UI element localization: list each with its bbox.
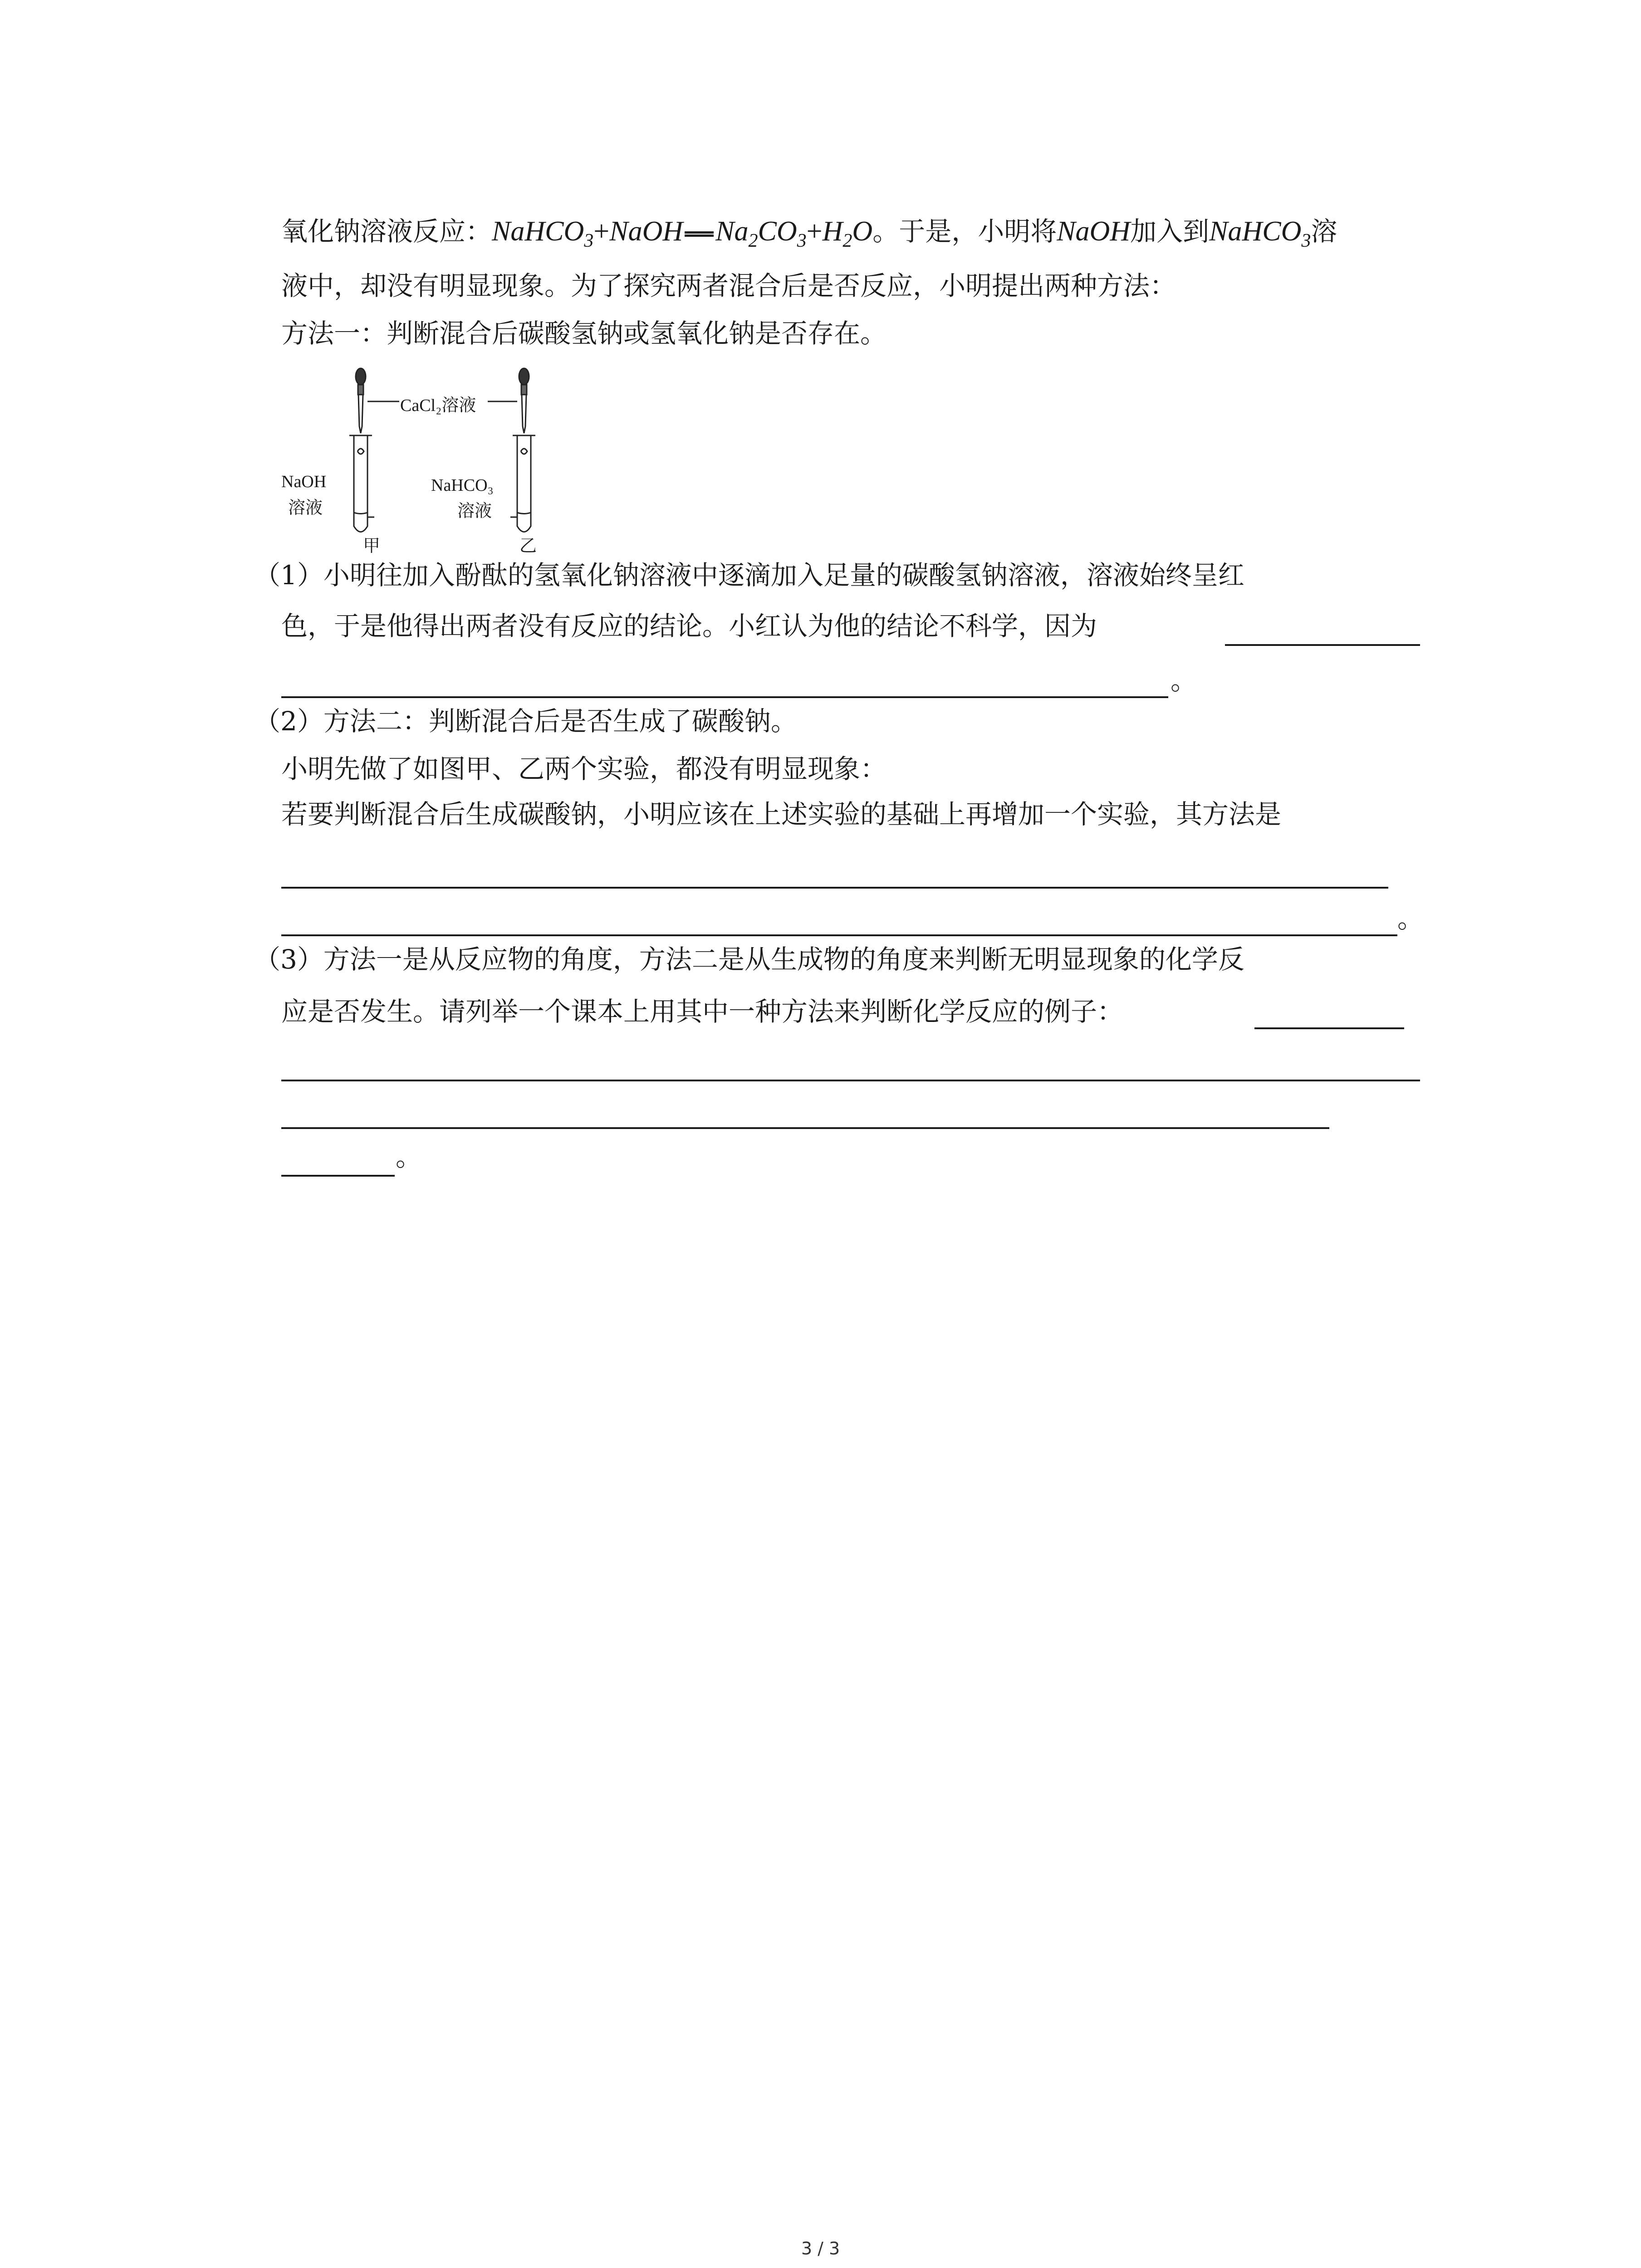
line1-prefix: 氧化钠溶液反应： [281, 216, 492, 247]
q3-line-1: （3）方法一是从反应物的角度，方法二是从生成物的角度来判断无明显现象的化学反 [254, 944, 1244, 975]
text-line-3: 方法一：判断混合后碳酸氢钠或氢氧化钠是否存在。 [281, 318, 887, 349]
left-dropper-icon [356, 368, 366, 433]
q3-answer-blank-4[interactable] [281, 1175, 395, 1177]
q2-answer-blank-2[interactable] [281, 934, 1397, 936]
experiment-figure [281, 358, 563, 558]
chem-equation: NaHCO$_3$+NaOH $Na_2CO_3+H_2O$ [492, 216, 873, 251]
text-line-2: 液中，却没有明显现象。为了探究两者混合后是否反应，小明提出两种方法： [281, 270, 1176, 301]
chem-naoh: NaOH [1057, 216, 1131, 247]
q2-line-1: （2）方法二：判断混合后是否生成了碳酸钠。 [254, 706, 797, 737]
line1-mid2: 加入到 [1130, 216, 1210, 247]
left-caption: 甲 [363, 537, 381, 556]
q3-answer-blank-2[interactable] [281, 1080, 1420, 1081]
test-tubes-diagram [281, 358, 563, 558]
chem-nahco3: NaHCO$_3$ [1209, 216, 1311, 251]
q2-line-3: 若要判断混合后生成碳酸钠，小明应该在上述实验的基础上再增加一个实验，其方法是 [281, 799, 1282, 830]
left-test-tube-icon [349, 435, 374, 532]
right-caption: 乙 [519, 537, 537, 556]
q3-answer-blank-1[interactable] [1254, 1027, 1404, 1029]
q1-answer-blank-2[interactable] [281, 696, 1168, 698]
right-test-tube-icon [510, 435, 535, 532]
q2-end: 。 [1397, 903, 1424, 934]
right-tube-label-2: 溶液 [457, 502, 492, 521]
q1-end: 。 [1171, 665, 1197, 696]
q1-line-2: 色，于是他得出两者没有反应的结论。小红认为他的结论不科学，因为 [281, 611, 1097, 641]
q1-line-1: （1）小明往加入酚酞的氢氧化钠溶液中逐滴加入足量的碳酸氢钠溶液，溶液始终呈红 [254, 560, 1244, 591]
q1-answer-blank-1[interactable] [1225, 644, 1420, 646]
page-number: 3 / 3 [801, 2239, 840, 2258]
left-tube-label-2: 溶液 [288, 499, 323, 518]
line1-suffix: 溶 [1311, 216, 1337, 247]
q3-end: 。 [396, 1141, 422, 1172]
q3-answer-blank-3[interactable] [281, 1127, 1329, 1129]
q2-line-2: 小明先做了如图甲、乙两个实验，都没有明显现象： [281, 753, 887, 784]
q2-answer-blank-1[interactable] [281, 887, 1388, 889]
text-line-1 [281, 213, 1337, 259]
q3-line-2: 应是否发生。请列举一个课本上用其中一种方法来判断化学反应的例子： [281, 996, 1124, 1027]
reagent-label: CaCl₂溶液 [400, 396, 476, 415]
right-tube-label-1: NaHCO₃ [431, 476, 494, 495]
left-tube-label-1: NaOH [281, 472, 327, 491]
equals-sign [685, 231, 714, 237]
line1-mid: 。于是，小明将 [872, 216, 1057, 247]
right-dropper-icon [519, 368, 529, 433]
